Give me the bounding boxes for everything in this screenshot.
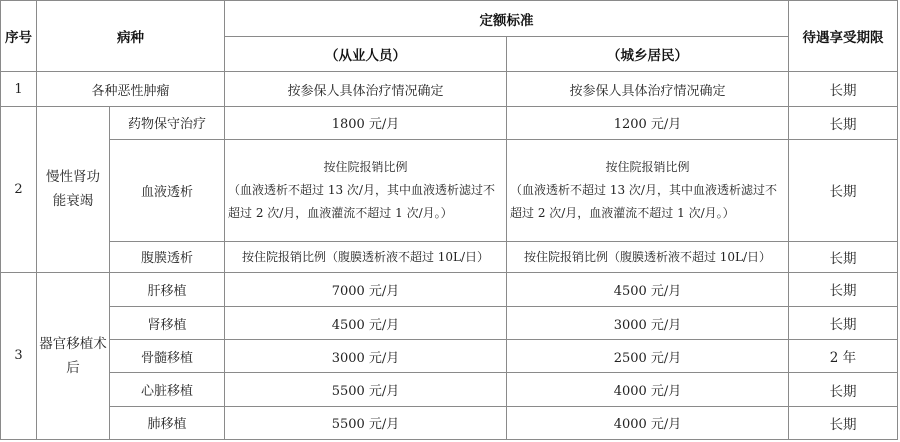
header-resident: （城乡居民） <box>507 37 789 72</box>
disease-name: 各种恶性肿瘤 <box>37 72 225 106</box>
benefit-period: 长期 <box>789 106 898 139</box>
header-employee: （从业人员） <box>225 37 507 72</box>
benefit-period: 长期 <box>789 272 898 306</box>
table-row <box>1 106 898 139</box>
header-period: 待遇享受期限 <box>789 1 898 72</box>
benefit-period: 长期 <box>789 241 898 272</box>
table-row <box>1 340 898 373</box>
table-row <box>1 139 898 241</box>
sub-disease-name: 肝移植 <box>110 272 225 306</box>
employee-quota: 3000 元/月 <box>225 340 507 373</box>
benefit-period: 长期 <box>789 307 898 340</box>
sub-disease-name: 肾移植 <box>110 307 225 340</box>
quota-line-1: 按住院报销比例 <box>605 159 690 174</box>
benefit-period: 2 年 <box>789 340 898 373</box>
employee-quota <box>225 139 507 241</box>
benefit-period: 长期 <box>789 406 898 439</box>
employee-quota: 5500 元/月 <box>225 406 507 439</box>
resident-quota: 4000 元/月 <box>507 406 789 439</box>
resident-quota <box>507 139 789 241</box>
table-row <box>1 241 898 272</box>
header-disease: 病种 <box>37 1 225 72</box>
table-row <box>1 272 898 306</box>
resident-quota: 2500 元/月 <box>507 340 789 373</box>
employee-quota: 5500 元/月 <box>225 373 507 406</box>
disease-name-text: 器官移植术后 <box>39 335 107 376</box>
table-row <box>1 72 898 106</box>
quota-line-1: 按住院报销比例 <box>323 159 408 174</box>
employee-quota: 按参保人具体治疗情况确定 <box>225 72 507 106</box>
row-seq: 2 <box>1 106 37 272</box>
benefit-period: 长期 <box>789 373 898 406</box>
resident-quota: 4000 元/月 <box>507 373 789 406</box>
employee-quota: 1800 元/月 <box>225 106 507 139</box>
employee-quota: 4500 元/月 <box>225 307 507 340</box>
table-row <box>1 373 898 406</box>
sub-disease-name: 血液透析 <box>110 139 225 241</box>
sub-disease-name: 药物保守治疗 <box>110 106 225 139</box>
resident-quota: 4500 元/月 <box>507 272 789 306</box>
sub-disease-name: 骨髓移植 <box>110 340 225 373</box>
resident-quota: 1200 元/月 <box>507 106 789 139</box>
header-quota: 定额标准 <box>225 1 789 37</box>
disease-name <box>37 106 110 272</box>
quota-line-2: （血液透析不超过 13 次/月，其中血液透析滤过不超过 2 次/月，血液灌流不超过 1 次/月。） <box>228 182 495 220</box>
disease-name-text: 慢性肾功能衰竭 <box>46 169 100 210</box>
benefit-period: 长期 <box>789 139 898 241</box>
resident-quota: 按住院报销比例（腹膜透析液不超过 10L/日） <box>507 241 789 272</box>
sub-disease-name: 心脏移植 <box>110 373 225 406</box>
row-seq: 1 <box>1 72 37 106</box>
resident-quota: 按参保人具体治疗情况确定 <box>507 72 789 106</box>
table-row <box>1 307 898 340</box>
benefit-period: 长期 <box>789 72 898 106</box>
row-seq: 3 <box>1 272 37 439</box>
resident-quota: 3000 元/月 <box>507 307 789 340</box>
sub-disease-name: 腹膜透析 <box>110 241 225 272</box>
disease-name <box>37 272 110 439</box>
sub-disease-name: 肺移植 <box>110 406 225 439</box>
header-seq: 序号 <box>1 1 37 72</box>
table-row <box>1 406 898 439</box>
employee-quota: 7000 元/月 <box>225 272 507 306</box>
quota-line-2: （血液透析不超过 13 次/月，其中血液透析滤过不超过 2 次/月，血液灌流不超过 1 次/月。） <box>510 182 777 220</box>
employee-quota: 按住院报销比例（腹膜透析液不超过 10L/日） <box>225 241 507 272</box>
